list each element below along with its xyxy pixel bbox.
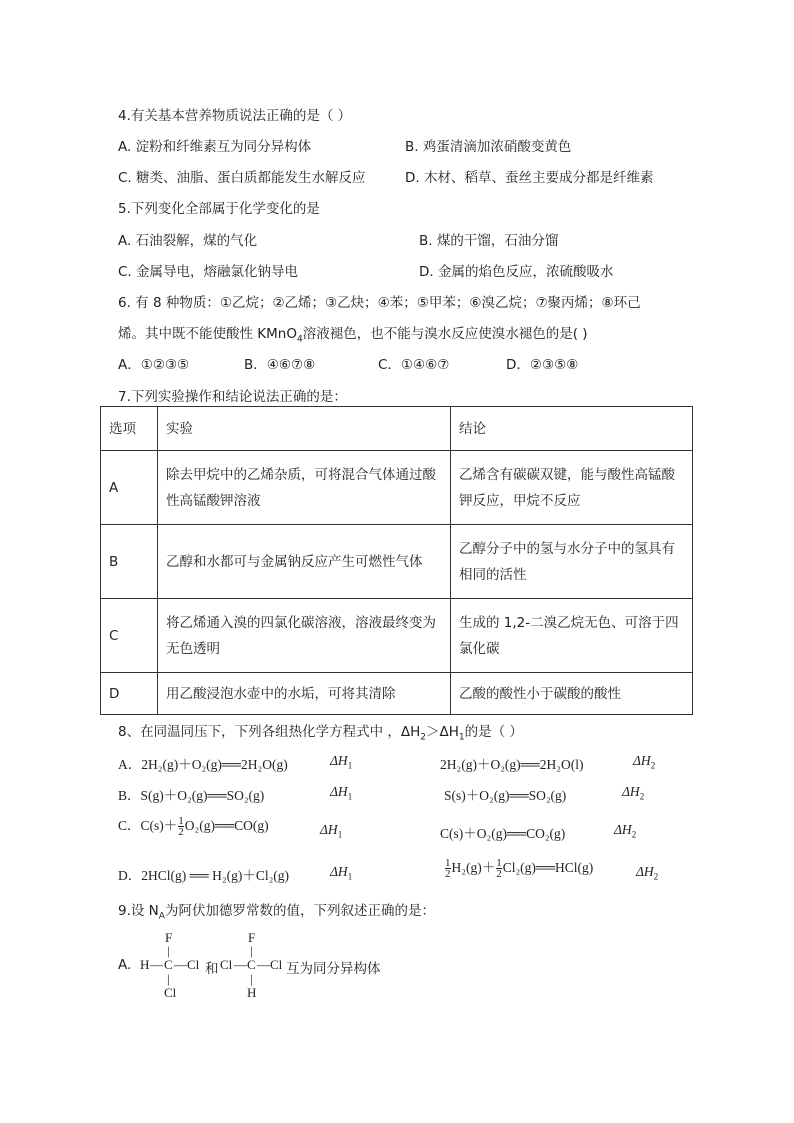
dh-symbol: ΔH [330, 784, 348, 799]
q6-line1: 6. 有 8 种物质：①乙烷；②乙烯；③乙炔；④苯；⑤甲苯；⑥溴乙烷；⑦聚丙烯；⑧环己 [118, 295, 641, 311]
q6-option-a: A．①②③⑤ [118, 357, 190, 373]
bond-horizontal: — [150, 957, 163, 972]
bond-horizontal: — [174, 957, 187, 972]
q8-option-a-dh1 [330, 753, 352, 771]
q5-option-a: A. 石油裂解，煤的气化 [118, 233, 258, 249]
table-row [101, 525, 693, 599]
bond-vertical: | [167, 943, 170, 958]
row-experiment [158, 525, 451, 599]
q8-option-c-right: C(s)＋O₂(g)══CO₂(g) [440, 826, 566, 841]
frac-num: 1 [445, 857, 451, 870]
q9-stem-sub: A [158, 911, 165, 922]
atom-f: F [248, 930, 256, 945]
header-experiment: 实验 [158, 407, 451, 451]
q8-option-d-dh1 [330, 864, 352, 882]
experiment-table [100, 406, 693, 715]
q5-option-b: B. 煤的干馏，石油分馏 [419, 233, 559, 249]
dh-sub: 1 [347, 791, 353, 802]
text-line: 将乙烯通入溴的四氯化碳溶液，溶液最终变为 [166, 614, 436, 631]
atom-cl: Cl [270, 957, 283, 972]
q4-option-c: C. 糖类、油脂、蛋白质都能发生水解反应 [118, 170, 366, 186]
table-row [101, 451, 693, 525]
text-line: 相同的活性 [459, 566, 527, 583]
q8-stem-sub1: 1 [458, 732, 465, 743]
q8-option-b-right: S(s)＋O₂(g)══SO₂(g) [444, 788, 567, 803]
atom-f: F [165, 930, 173, 945]
q5-option-c: C. 金属导电，熔融氯化钠导电 [118, 264, 299, 280]
q6-line2-a: 烯。其中既不能使酸性 KMnO [118, 326, 297, 342]
q4-option-a: A. 淀粉和纤维素互为同分异构体 [118, 139, 312, 155]
q6-line2 [118, 322, 588, 345]
text-line: 用乙酸浸泡水壶中的水垢，可将其清除 [166, 685, 396, 702]
fraction-half [445, 858, 451, 879]
q8-stem-b: ＞ΔH [426, 724, 459, 740]
q6-option-d: D．②③⑤⑧ [506, 357, 579, 373]
q6-option-c: C．①④⑥⑦ [378, 357, 450, 373]
dh-sub: 1 [347, 871, 353, 882]
atom-c: C [164, 957, 173, 972]
dh-sub: 2 [639, 791, 645, 802]
q4-option-d: D. 木材、稻草、蚕丝主要成分都是纤维素 [405, 170, 654, 186]
q9-stem-b: 为阿伏加德罗常数的值，下列叙述正确的是： [164, 903, 435, 919]
dh-sub: 2 [653, 871, 659, 882]
q5-stem: 5.下列变化全部属于化学变化的是 [118, 201, 320, 217]
q9-and: 和 [205, 961, 219, 977]
q8-stem-sub2: 2 [420, 732, 427, 743]
row-experiment [158, 451, 451, 525]
row-option: B [101, 525, 158, 599]
text-line: 无色透明 [166, 640, 220, 657]
bond-horizontal: — [257, 957, 270, 972]
text-line: 性高锰酸钾溶液 [166, 492, 261, 509]
q8-stem-c: 的是（ ） [464, 724, 523, 740]
q6-option-b: B．④⑥⑦⑧ [244, 357, 316, 373]
q7-stem: 7.下列实验操作和结论说法正确的是： [118, 389, 347, 405]
frac-den: 2 [178, 826, 184, 839]
bond-vertical: | [250, 971, 253, 986]
atom-c: C [247, 957, 256, 972]
q8-stem [118, 720, 523, 743]
dh-symbol: ΔH [320, 822, 338, 837]
dh-sub: 1 [347, 760, 353, 771]
q8-option-c-left [118, 814, 269, 837]
q8-option-a-right: 2H₂(g)＋O₂(g)══2H₂O(l) [440, 757, 584, 772]
dh-sub: 1 [337, 829, 343, 840]
row-conclusion [451, 599, 693, 673]
header-option: 选项 [101, 407, 158, 451]
q8-stem-a: 8、在同温同压下，下列各组热化学方程式中 ，ΔH [118, 724, 421, 740]
q8-option-a-dh2 [633, 753, 655, 771]
frac-num: 1 [496, 857, 502, 870]
atom-cl: Cl [187, 957, 200, 972]
text-line: 钾反应，甲烷不反应 [459, 492, 581, 509]
table-header-row [101, 407, 693, 451]
text-line: 乙醇分子中的氢与水分子中的氢具有 [459, 540, 675, 557]
fraction-half [496, 858, 502, 879]
dh-symbol: ΔH [622, 784, 640, 799]
frac-den: 2 [496, 868, 502, 881]
frac-num: 1 [178, 815, 184, 828]
text-line: 乙醇和水都可与金属钠反应产生可燃性气体 [166, 553, 423, 570]
bond-vertical: | [167, 971, 170, 986]
q8-option-b-left: B．S(g)＋O₂(g)══SO₂(g) [118, 788, 265, 803]
row-experiment [158, 673, 451, 715]
dh-symbol: ΔH [636, 864, 654, 879]
q9-option-a-prefix: A. [118, 957, 132, 973]
q8-option-a-left: A．2H₂(g)＋O₂(g)══2H₂O(g) [118, 757, 288, 772]
q9-option-a-suffix: 互为同分异构体 [286, 961, 381, 977]
q8-option-d-dh2 [636, 864, 658, 882]
row-option: D [101, 673, 158, 715]
fraction-half [178, 816, 184, 837]
dh-symbol: ΔH [614, 822, 632, 837]
row-conclusion [451, 673, 693, 715]
q9-stem-a: 9.设 N [118, 903, 159, 919]
row-conclusion [451, 525, 693, 599]
atom-h: H [247, 985, 257, 1000]
text-line: 氯化碳 [459, 640, 500, 657]
frac-den: 2 [445, 868, 451, 881]
table-row [101, 673, 693, 715]
q8-c-left-a: C．C(s)＋ [118, 818, 178, 833]
row-conclusion [451, 451, 693, 525]
q4-stem: 4.有关基本营养物质说法正确的是（ ） [118, 108, 352, 124]
text-line: 生成的 1,2-二溴乙烷无色、可溶于四 [459, 614, 679, 631]
row-option: A [101, 451, 158, 525]
dh-sub: 2 [631, 829, 637, 840]
dh-symbol: ΔH [330, 864, 348, 879]
bond-vertical: | [250, 943, 253, 958]
bond-horizontal: — [234, 957, 247, 972]
text-line: 乙烯含有碳碳双键，能与酸性高锰酸 [459, 466, 675, 483]
q8-d-right-a: H₂(g)＋ [451, 860, 496, 875]
q8-option-b-dh1 [330, 784, 352, 802]
dh-sub: 2 [650, 760, 656, 771]
atom-cl: Cl [164, 985, 177, 1000]
q8-c-left-b: O₂(g)══CO(g) [184, 818, 269, 833]
q5-option-d: D. 金属的焰色反应，浓硫酸吸水 [419, 264, 614, 280]
table-row [101, 599, 693, 673]
q9-stem [118, 899, 435, 922]
row-option: C [101, 599, 158, 673]
q8-option-d-right [444, 856, 593, 879]
q8-option-d-left: D．2HCl(g) ══ H₂(g)＋Cl₂(g) [118, 868, 290, 883]
atom-cl: Cl [220, 957, 233, 972]
row-experiment [158, 599, 451, 673]
atom-h: H [140, 957, 150, 972]
text-line: 乙酸的酸性小于碳酸的酸性 [459, 685, 621, 702]
dh-symbol: ΔH [633, 753, 651, 768]
q8-option-c-dh1 [320, 822, 342, 840]
q8-option-b-dh2 [622, 784, 644, 802]
q6-line2-sub: 4 [296, 334, 303, 345]
q8-d-right-b: Cl₂(g)══HCl(g) [502, 860, 594, 875]
q6-line2-b: 溶液褪色，也不能与溴水反应使溴水褪色的是( ) [302, 326, 588, 342]
q8-option-c-dh2 [614, 822, 636, 840]
header-conclusion: 结论 [451, 407, 693, 451]
q4-option-b: B. 鸡蛋清滴加浓硝酸变黄色 [405, 139, 572, 155]
text-line: 除去甲烷中的乙烯杂质，可将混合气体通过酸 [166, 466, 436, 483]
dh-symbol: ΔH [330, 753, 348, 768]
